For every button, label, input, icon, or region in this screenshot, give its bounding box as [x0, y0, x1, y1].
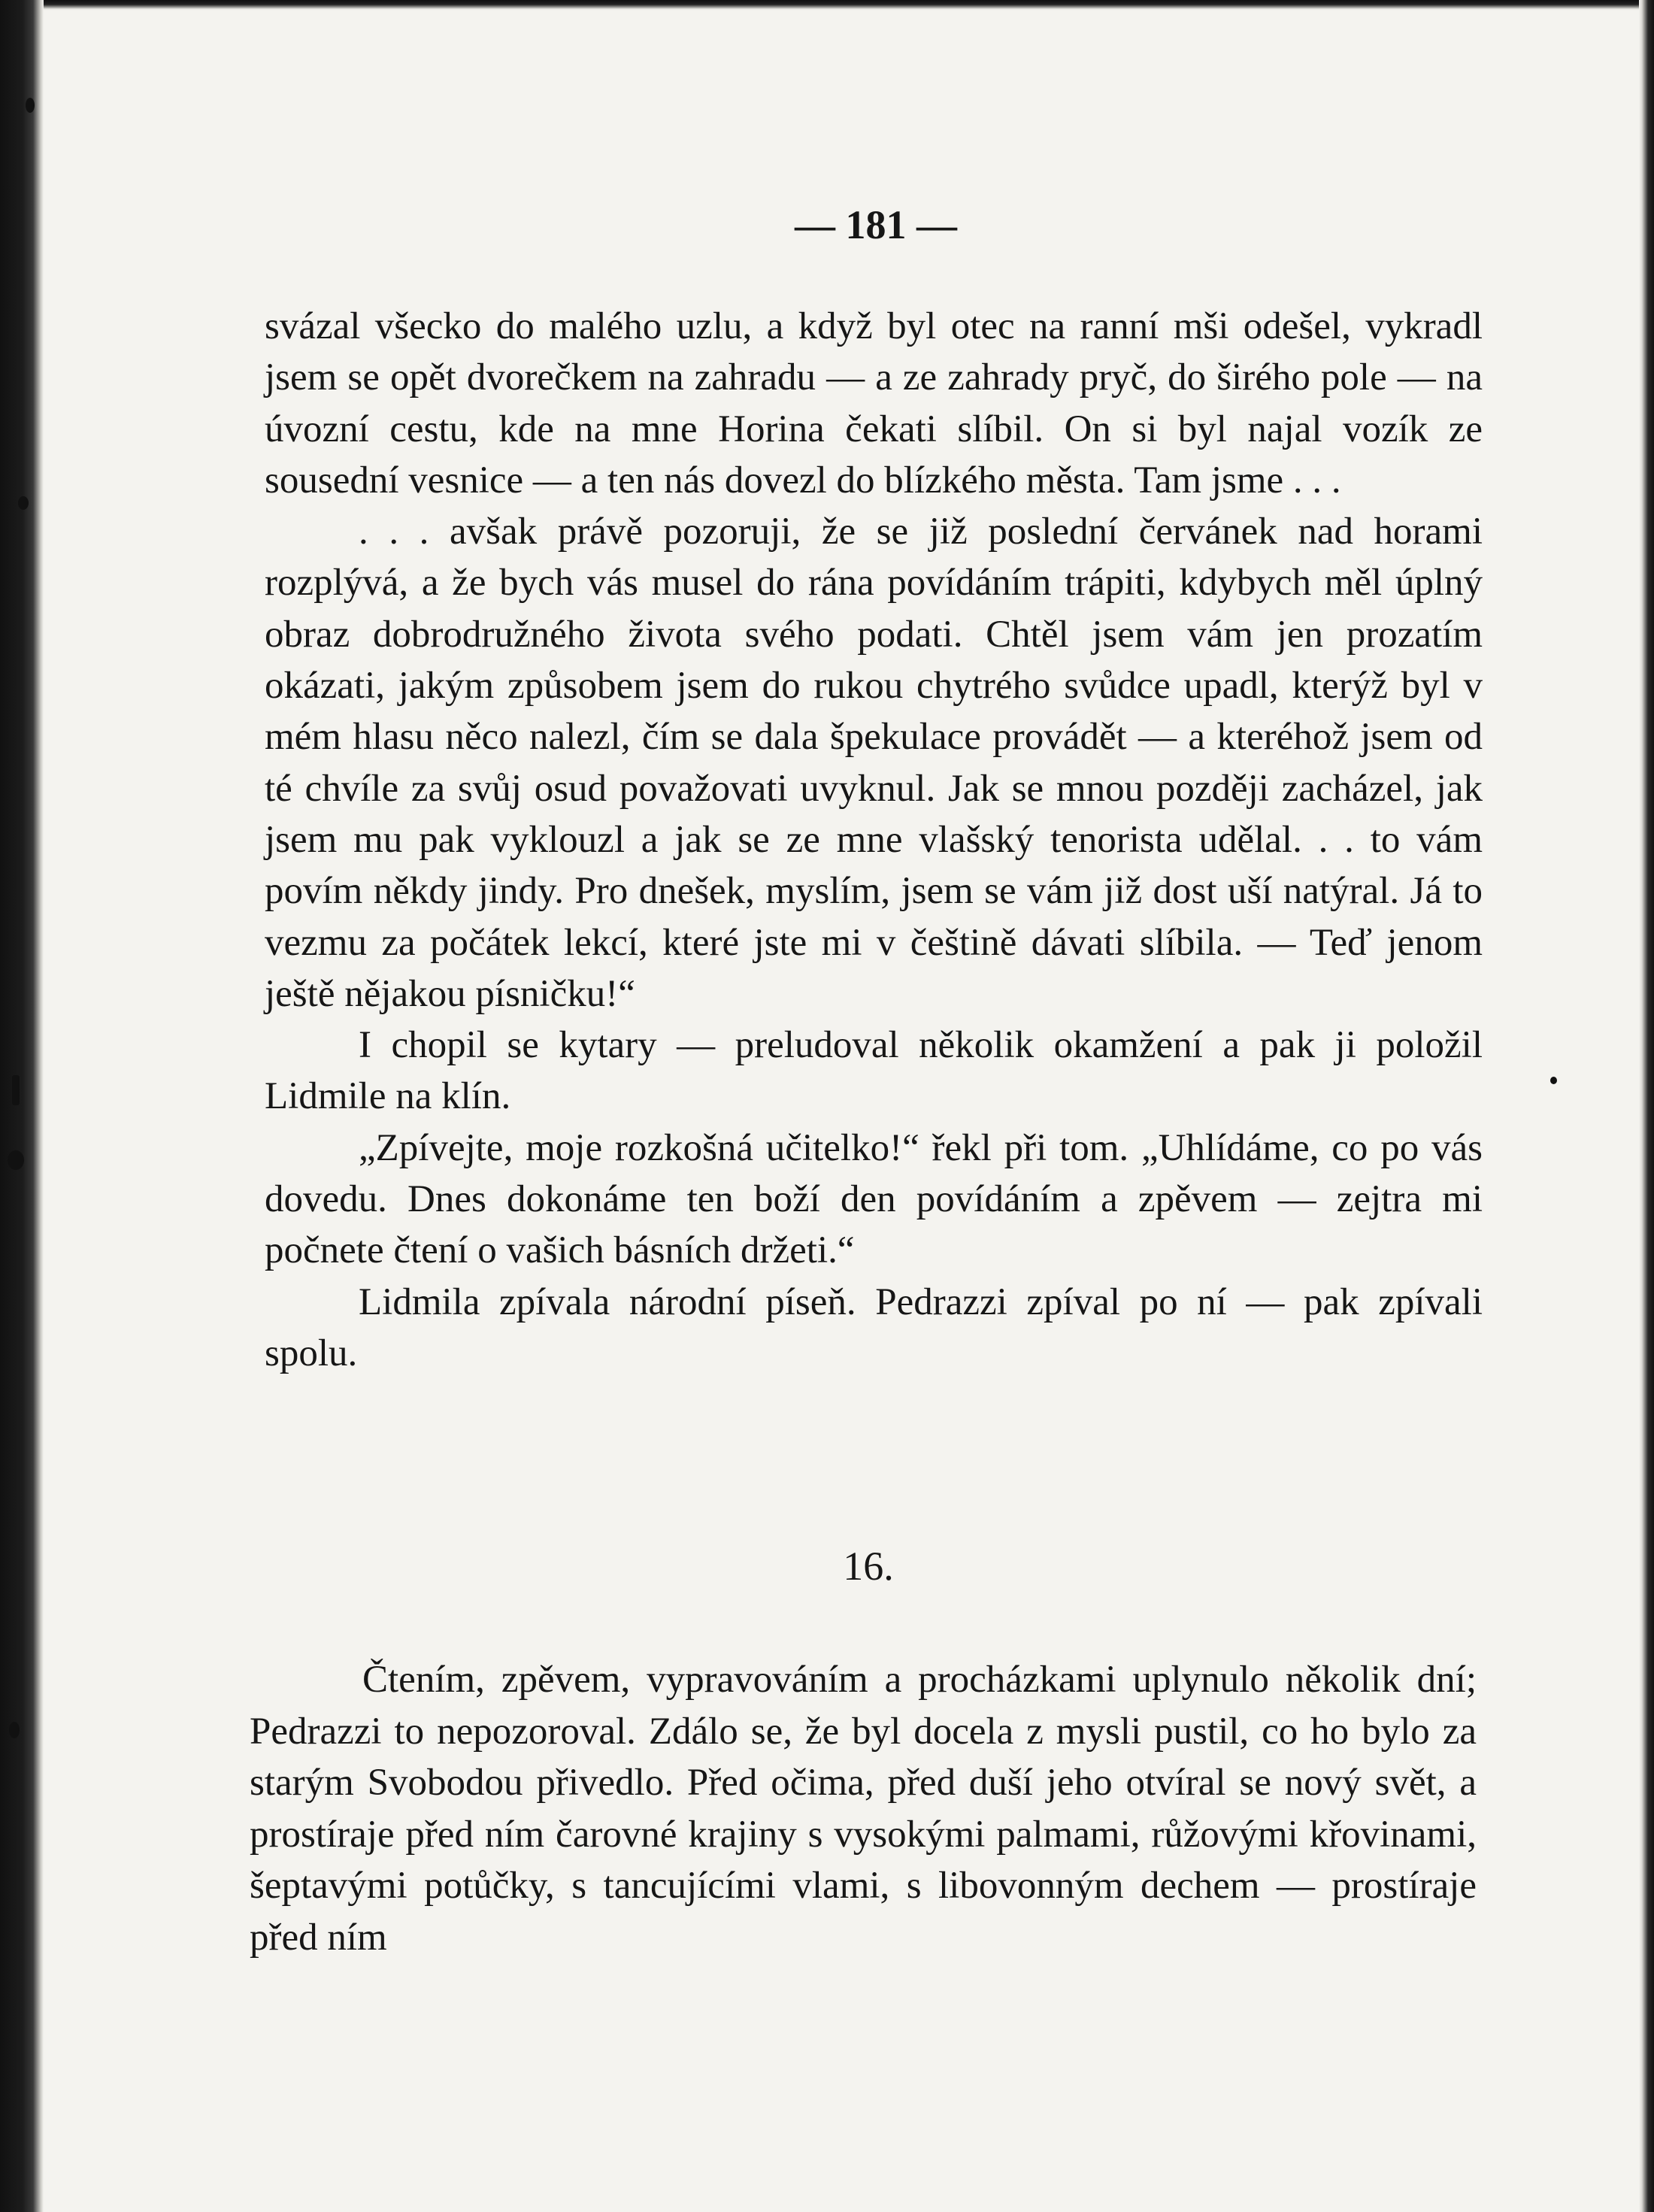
page-top-edge — [0, 0, 1654, 11]
paragraph: . . . avšak právě pozoruji, že se již poslední červánek nad horami rozplývá, a že bych vás musel do rána povídáním trápiti, kdybych měl úplný obraz dobrodružného života svého podati. Chtěl jsem vám jen prozatím okázati, jakým způsobem jsem do rukou chytrého svůdce upadl, kterýž byl v mém hlasu něco nalezl, čím se dala špekulace provádět — a kteréhož jsem od té chvíle za svůj osud považovati uvyknul. Jak se mnou později zacházel, jak jsem mu pak vyklouzl a jak se ze mne vlašský tenorista udělal. . . to vám povím někdy jindy. Pro dnešek, myslím, jsem se vám již dost uší natýral. Já to vezmu za počátek lekcí, které jste mi v češtině dávati slíbila. — Teď jenom ještě nějakou písničku!“ — [265, 511, 1483, 1015]
margin-speck — [26, 98, 35, 113]
chapter-heading: 16. — [843, 1544, 894, 1589]
paragraph: „Zpívejte, moje rozkošná učitelko!“ řekl při tom. „Uhlídáme, co po vás dovedu. Dnes dokonáme ten boží den povídáním a zpěvem — zejtra mi počnete čtení o vašich básních držeti.“ — [265, 1126, 1483, 1272]
margin-speck — [1550, 1077, 1557, 1084]
margin-speck — [12, 1075, 20, 1105]
chapter-body-text — [250, 1654, 1477, 1963]
body-text — [265, 301, 1483, 1379]
margin-speck — [18, 496, 29, 510]
paragraph: I chopil se kytary — preludoval několik okamžení a pak ji položil Lidmile na klín. — [265, 1024, 1483, 1118]
paragraph: svázal všecko do malého uzlu, a když byl otec na ranní mši odešel, vykradl jsem se opět dvorečkem na zahradu — a ze zahrady pryč, do širého pole — na úvozní cestu, kde na mne Horina čekati slíbil. On si byl najal vozík ze sousední vesnice — a ten nás dovezl do blízkého města. Tam jsme . . . — [265, 305, 1483, 501]
page-binding-edge — [0, 0, 44, 2212]
margin-speck — [8, 1150, 24, 1170]
paragraph: Čtením, zpěvem, vypravováním a procházkami uplynulo několik dní; Pedrazzi to nepozoroval. Zdálo se, že byl docela z mysli pustil, co ho bylo za starým Svobodou přivedlo. Před očima, před duší jeho otvíral se nový svět, a prostíraje před ním čarovné krajiny s vysokými palmami, růžovými křovinami, šeptavými potůčky, s tancujícími vlami, s libovonným dechem — prostíraje před ním — [250, 1659, 1477, 1959]
margin-speck — [9, 1722, 20, 1738]
page-number: — 181 — — [795, 202, 957, 247]
page-right-edge — [1639, 0, 1654, 2212]
paragraph: Lidmila zpívala národní píseň. Pedrazzi zpíval po ní — pak zpívali spolu. — [265, 1280, 1483, 1374]
